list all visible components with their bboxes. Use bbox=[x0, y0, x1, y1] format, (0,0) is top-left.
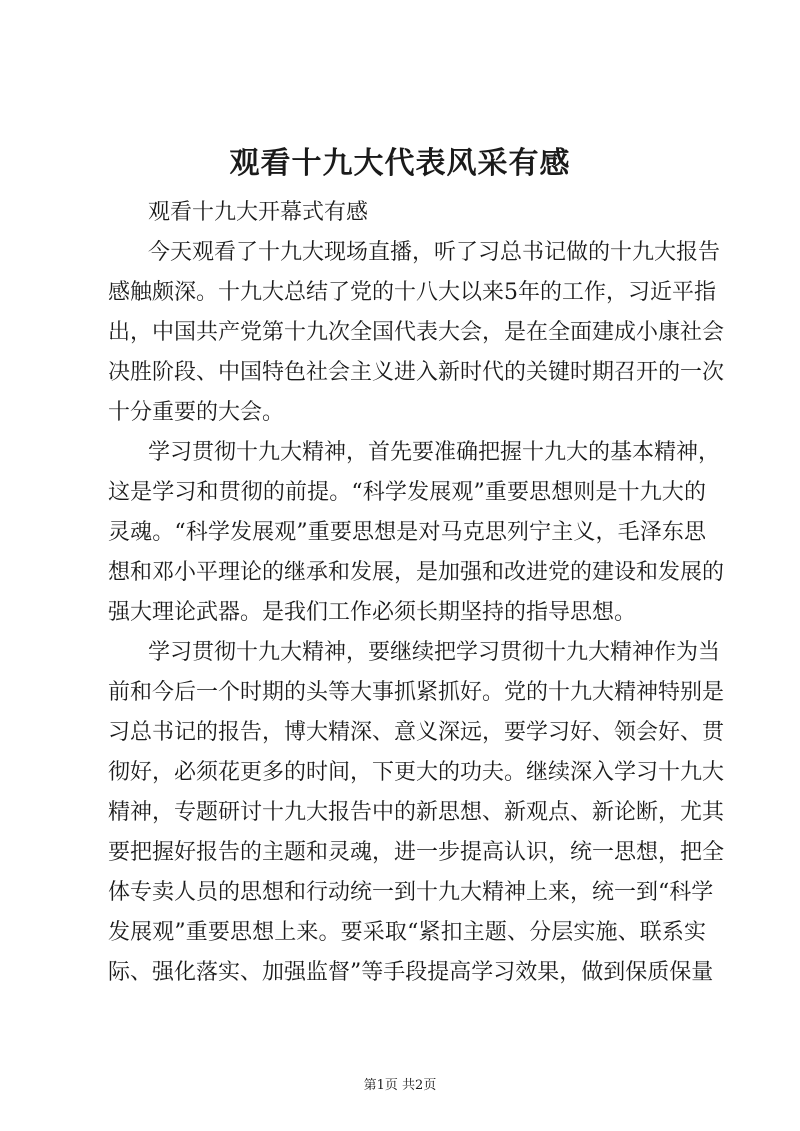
text-line: 强大理论武器。是我们工作必须长期坚持的指导思想。 bbox=[108, 600, 637, 625]
text-line: 学习贯彻十九大精神，首先要准确把握十九大的基本精神， bbox=[148, 440, 721, 465]
paragraph bbox=[108, 233, 725, 433]
text-line: 想和邓小平理论的继承和发展，是加强和改进党的建设和发展的 bbox=[108, 560, 725, 585]
text-line: 今天观看了十九大现场直播，听了习总书记做的十九大报告 bbox=[148, 240, 721, 265]
text-line: 决胜阶段、中国特色社会主义进入新时代的关键时期召开的一次 bbox=[108, 360, 725, 385]
text-line: 感触颇深。十九大总结了党的十八大以来5年的工作，习近平指 bbox=[108, 280, 716, 305]
text-line: 灵魂。“科学发展观”重要思想是对马克思列宁主义，毛泽东思 bbox=[108, 520, 706, 545]
text-line: 际、强化落实、加强监督”等手段提高学习效果，做到保质保量 bbox=[108, 960, 714, 985]
text-line: 彻好，必须花更多的时间，下更大的功夫。继续深入学习十九大 bbox=[108, 760, 725, 785]
text-line: 出，中国共产党第十九次全国代表大会，是在全面建成小康社会 bbox=[108, 320, 725, 345]
document-title: 观看十九大代表风采有感 bbox=[229, 146, 571, 181]
text-line: 学习贯彻十九大精神，要继续把学习贯彻十九大精神作为当 bbox=[148, 640, 721, 665]
subtitle-paragraph bbox=[108, 193, 706, 233]
document-body bbox=[108, 193, 725, 993]
paragraph bbox=[108, 433, 725, 633]
text-line: 发展观”重要思想上来。要采取“紧扣主题、分层实施、联系实 bbox=[108, 920, 706, 945]
paragraph bbox=[108, 633, 725, 993]
text-line: 精神，专题研讨十九大报告中的新思想、新观点、新论断，尤其 bbox=[108, 800, 725, 825]
text-line: 习总书记的报告，博大精深、意义深远，要学习好、领会好、贯 bbox=[108, 720, 725, 745]
text-line: 这是学习和贯彻的前提。“科学发展观”重要思想则是十九大的 bbox=[108, 480, 706, 505]
page-footer: 第1页 共2页 bbox=[363, 1078, 437, 1093]
text-line: 观看十九大开幕式有感 bbox=[148, 200, 369, 225]
text-line: 体专卖人员的思想和行动统一到十九大精神上来，统一到“科学 bbox=[108, 880, 714, 905]
text-line: 要把握好报告的主题和灵魂，进一步提高认识，统一思想，把全 bbox=[108, 840, 725, 865]
text-line: 十分重要的大会。 bbox=[108, 400, 285, 425]
text-line: 前和今后一个时期的头等大事抓紧抓好。党的十九大精神特别是 bbox=[108, 680, 725, 705]
